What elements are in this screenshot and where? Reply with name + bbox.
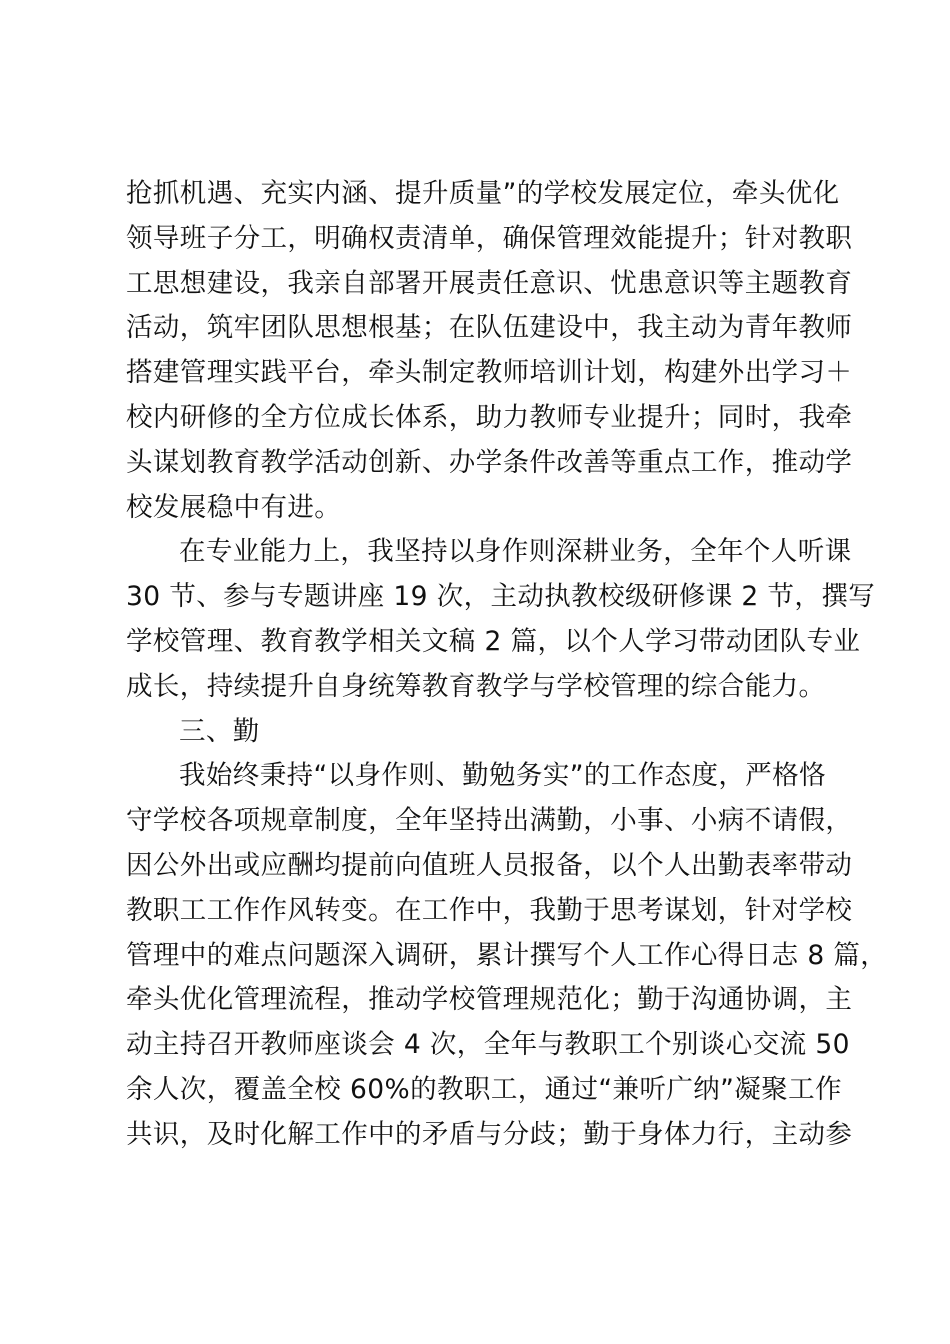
paragraph-line: 管理中的难点问题深入调研，累计撰写个人工作心得日志 8 篇， — [126, 939, 888, 971]
paragraph-line: 校发展稳中有进。 — [126, 491, 342, 523]
paragraph-line: 在专业能力上，我坚持以身作则深耕业务，全年个人听课 — [179, 536, 852, 568]
paragraph-3 — [126, 754, 888, 1157]
document-body — [126, 172, 888, 1158]
paragraph-line: 我始终秉持“以身作则、勤勉务实”的工作态度，严格恪 — [179, 760, 826, 792]
paragraph-line: 共识，及时化解工作中的矛盾与分歧；勤于身体力行，主动参 — [126, 1118, 853, 1150]
paragraph-line: 30 节、参与专题讲座 19 次，主动执教校级研修课 2 节，撰写 — [126, 581, 876, 613]
paragraph-line: 余人次，覆盖全校 60%的教职工，通过“兼听广纳”凝聚工作 — [126, 1073, 842, 1105]
paragraph-1 — [126, 172, 853, 530]
paragraph-line: 抢抓机遇、充实内涵、提升质量”的学校发展定位，牵头优化 — [126, 178, 840, 209]
paragraph-line: 活动，筑牢团队思想根基；在队伍建设中，我主动为青年教师 — [126, 312, 853, 344]
paragraph-2 — [126, 530, 876, 709]
paragraph-line: 头谋划教育教学活动创新、办学条件改善等重点工作，推动学 — [126, 446, 853, 478]
paragraph-line: 学校管理、教育教学相关文稿 2 篇，以个人学习带动团队专业 — [126, 625, 861, 657]
section-heading: 三、勤 — [179, 715, 260, 747]
paragraph-line: 校内研修的全方位成长体系，助力教师专业提升；同时，我牵 — [126, 401, 853, 433]
paragraph-line: 牵头优化管理流程，推动学校管理规范化；勤于沟通协调，主 — [126, 984, 853, 1016]
paragraph-line: 因公外出或应酬均提前向值班人员报备，以个人出勤表率带动 — [126, 849, 853, 881]
paragraph-line: 动主持召开教师座谈会 4 次，全年与教职工个别谈心交流 50 — [126, 1029, 850, 1061]
paragraph-line: 教职工工作作风转变。在工作中，我勤于思考谋划，针对学校 — [126, 894, 853, 926]
paragraph-line: 守学校各项规章制度，全年坚持出满勤，小事、小病不请假， — [126, 805, 853, 837]
paragraph-line: 工思想建设，我亲自部署开展责任意识、忧患意识等主题教育 — [126, 267, 853, 299]
paragraph-line: 成长，持续提升自身统筹教育教学与学校管理的综合能力。 — [126, 670, 826, 702]
paragraph-line: 搭建管理实践平台，牵头制定教师培训计划，构建外出学习＋ — [126, 357, 853, 389]
paragraph-line: 领导班子分工，明确权责清单，确保管理效能提升；针对教职 — [126, 222, 853, 254]
